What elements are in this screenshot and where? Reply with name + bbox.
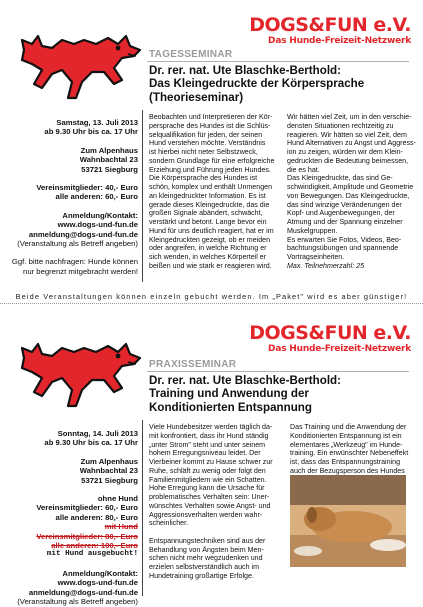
venue-line: Wahnbachtal 23 xyxy=(79,466,138,476)
venue-line: Wahnbachtal 23 xyxy=(79,155,138,165)
club-name: DOGS&FUN e.V. xyxy=(249,322,411,344)
section-label: PRAXISSEMINAR xyxy=(149,359,237,370)
seminar-title xyxy=(149,374,409,414)
column-divider xyxy=(142,110,143,282)
section-divider xyxy=(147,371,409,372)
club-tagline: Das Hunde-Freizeit-Netzwerk xyxy=(268,344,411,354)
event-details xyxy=(0,118,138,276)
price-others: alle anderen: 80,- Euro xyxy=(55,512,138,522)
venue-line: Zum Alpenhaus xyxy=(80,145,138,155)
dog-note: nur begrenzt mitgebracht werden! xyxy=(23,266,138,276)
price-others: alle anderen: 60,- Euro xyxy=(55,192,138,202)
praxisseminar-flyer xyxy=(0,308,423,607)
contact-label: Anmeldung/Kontakt: xyxy=(62,568,138,578)
seminar-title xyxy=(149,64,409,104)
dog-note: Ggf. bitte nachfragen: Hunde können xyxy=(11,257,138,267)
price-member: Vereinsmitglieder: 40,- Euro xyxy=(36,183,138,193)
max-participants: Max. Teilnehmerzahl: 25 xyxy=(287,261,365,270)
contact-label: Anmeldung/Kontakt: xyxy=(62,210,138,220)
event-date: Samstag, 13. Juli 2013 xyxy=(56,118,138,127)
title-line: Dr. rer. nat. Ute Blaschke-Berthold: xyxy=(149,64,341,77)
club-logo xyxy=(249,322,411,355)
price-member-with-dog: Vereinsmitglieder: 80,- Euro xyxy=(36,531,138,541)
event-details xyxy=(0,429,138,607)
contact-email-link[interactable]: anmeldung@dogs-und-fun.de xyxy=(28,587,138,597)
venue-line: Zum Alpenhaus xyxy=(80,456,138,466)
contact-website-link[interactable]: www.dogs-und-fun.de xyxy=(57,578,138,588)
column-divider xyxy=(142,420,143,596)
tagesseminar-flyer xyxy=(0,0,423,288)
no-dog-label: ohne Hund xyxy=(97,494,138,504)
section-label: TAGESSEMINAR xyxy=(149,49,233,60)
title-line: (Theorieseminar) xyxy=(149,90,244,104)
club-tagline: Das Hunde-Freizeit-Netzwerk xyxy=(268,36,411,46)
with-dog-label: mit Hund xyxy=(104,522,138,532)
red-running-dog-icon xyxy=(18,318,146,412)
contact-note: (Veranstaltung als Betreff angeben) xyxy=(17,239,138,249)
title-line: Konditionierten Entspannung xyxy=(149,400,312,414)
description-column-2: Das Training und die Anwendung der Konditionierten Entspannung ist ein elementares „Werkzeug" im Hunde- training. Ein erwünschter Nebeneffekt ist, dass das Entspannungstraining auch der Bezugsperson des Hundes xyxy=(290,423,409,475)
booking-note: Beide Veranstaltungen können einzeln gebucht werden. Im „Paket" wird es aber günstiger! xyxy=(0,290,423,304)
contact-email-link[interactable]: anmeldung@dogs-und-fun.de xyxy=(28,229,138,239)
description-column-1: Beobachten und Interpretieren der Kör- persprache des Hundes ist die Schlüs- selqualifikation für jeden, der seinen Hund verstehen möchte. Verständnis ist hierbei nicht neter Selbstzweck, sondern Grundlage für eine erfolgreiche Erziehung und Führung jeden Hundes. Die Körpersprache des Hundes ist schön, komplex und enthält Unmengen an kleingedruckter Information. Es ist gerade dieses Kleingedruckte, das die großen Signale abändert, schwächt, verstärkt und betont. Lange bevor ein Hund für uns deutlich reagiert, hat er im Kleingedruckten gezeigt, ob er meiden oder angreifen, in welche Richtung er sich wenden, in welches Körperteil er beißen und wie stark er reagieren wird. xyxy=(149,113,275,270)
price-member: Vereinsmitglieder: 60,- Euro xyxy=(36,503,138,513)
event-date: Sonntag, 14. Juli 2013 xyxy=(57,429,138,438)
event-time: ab 9.30 Uhr bis ca. 17 Uhr xyxy=(44,127,138,137)
venue-line: 53721 Siegburg xyxy=(81,164,138,174)
title-line: Dr. rer. nat. Ute Blaschke-Berthold: xyxy=(149,374,341,387)
resting-dog-photo xyxy=(290,475,406,567)
club-logo xyxy=(249,14,411,47)
event-time: ab 9.30 Uhr bis ca. 17 Uhr xyxy=(44,438,138,448)
title-line: Das Kleingedruckte der Körpersprache xyxy=(149,77,365,91)
description-column-2: Wir hätten viel Zeit, um in den verschie- densten Situationen rechtzeitig zu reagieren. Wir hätten so viel Zeit, dem Hund Alternativen zu Angst und Aggress- ion zu zeigen, würden wir dem Klein- gedruckten die Bedeutung beimessen, die es hat. Das Kleingedruckte, das sind Ge- schwindigkeit, Amplitude und Geometrie von Bewegungen. Das Kleingedruckte, das sind winzige Veränderungen der Kopf- und Augenbewegungen, der Atmung und der Spannung einzelner Muskelgruppen. Es erwarten Sie Fotos, Videos, Beo- bachtungsübungen und spannende Vortragseinheiten. Max. Teilnehmerzahl: 25 xyxy=(287,113,416,270)
contact-note: (Veranstaltung als Betreff angeben) xyxy=(17,597,138,607)
title-line: Training und Anwendung der xyxy=(149,387,309,401)
red-running-dog-icon xyxy=(18,10,146,104)
description-column-1: Viele Hundebesitzer werden täglich da- mit konfrontiert, dass ihr Hund ständig „unter Strom" steht und unter seinem hohem Erregungsniveau leidet. Der Vierbeiner kommt zu Hause schwer zur Ruhe, schläft zu wenig oder folgt den Familienmitgliedern wie ein Schatten. Hohe Erregung kann die Ursache für problematisches Verhalten sein: Uner- wünschtes Verhalten sowie Angst- und Aggressionsverhalten werden wahr- scheinlicher. Entspannungstechniken sind aus der Behandlung von Ängsten beim Men- schen nicht mehr wegzudenken und erzielen selbstverständlich auch im Hundetraining großartige Erfolge. xyxy=(149,423,273,580)
sold-out-note: mit Hund ausgebucht! xyxy=(46,550,138,559)
section-divider xyxy=(147,61,409,62)
contact-website-link[interactable]: www.dogs-und-fun.de xyxy=(57,220,138,230)
club-name: DOGS&FUN e.V. xyxy=(249,14,411,36)
venue-line: 53721 Siegburg xyxy=(81,475,138,485)
price-others-with-dog: alle anderen: 100,- Euro xyxy=(51,541,138,551)
